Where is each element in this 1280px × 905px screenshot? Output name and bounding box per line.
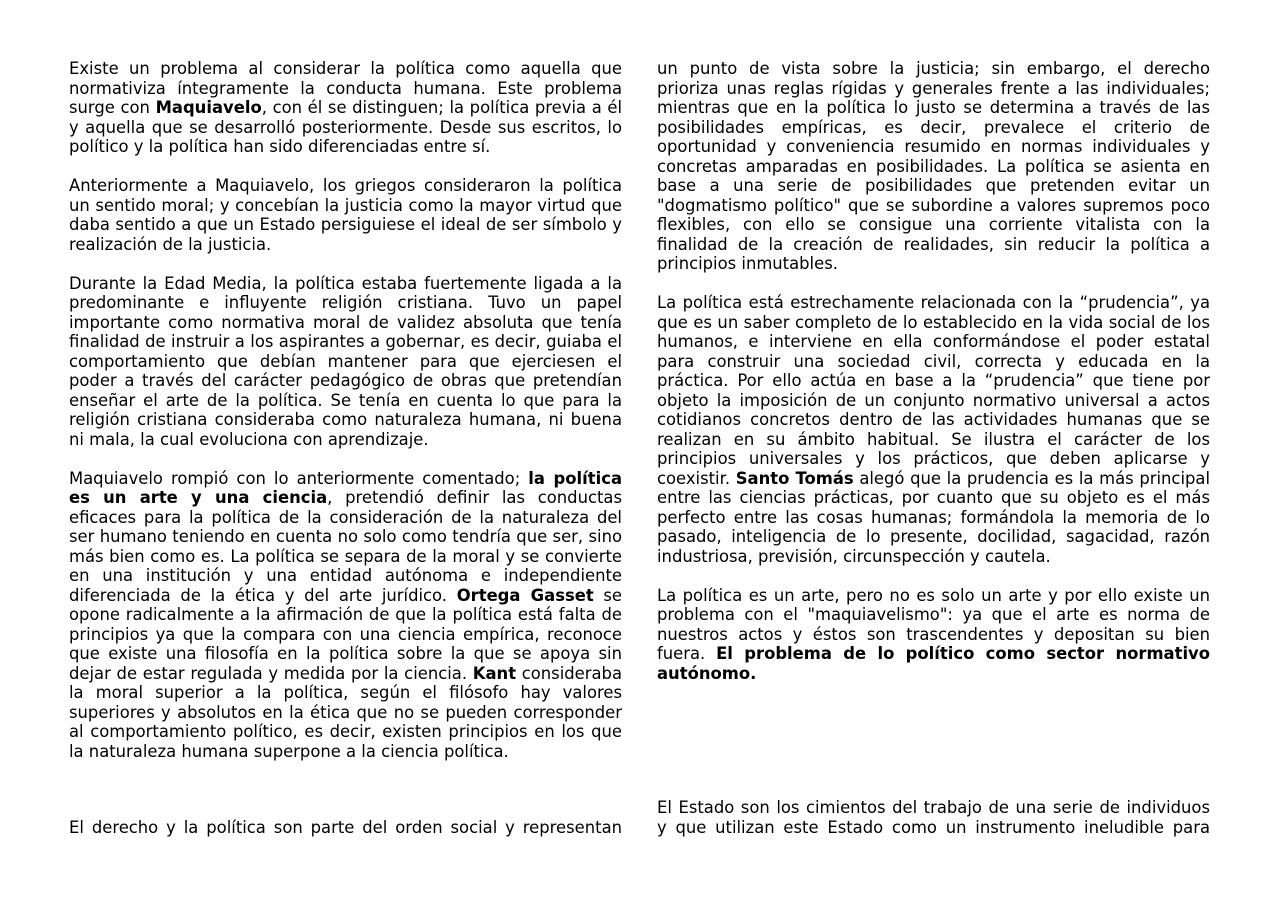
right-column-bottom-lines (657, 798, 1210, 837)
bold-term-santo-tomas: Santo Tomás (735, 468, 854, 488)
text-span: La política es un arte, pero no es solo un arte y por ello existe un problema con el "maquiavelismo": ya que el arte es norma de nuestros actos y éstos son trascendentes y depositan su bien fuera. (657, 585, 1210, 663)
right-column (657, 59, 1210, 703)
paragraph-maquiavelismo (657, 586, 1210, 684)
text-span: La política está estrechamente relacionada con la “prudencia”, ya que es un saber completo de lo establecido en la vida social de los humanos, e interviene en ella conformándose el poder estatal para construir una sociedad civil, correcta y educada en la práctica. Por ello actúa en base a la “prudencia” que tiene por objeto la imposición de un conjunto normativo universal a actos cotidianos concretos dentro de las actividades humanas que se realizan en su ámbito habitual. Se ilustra el carácter de los principios universales y los prácticos, que deben aplicarse y coexistir. (657, 293, 1210, 488)
text-span: Maquiavelo rompió con lo anteriormente comentado; (69, 468, 529, 488)
left-column (69, 59, 622, 781)
paragraph-greeks: Anteriormente a Maquiavelo, los griegos consideraron la política un sentido moral; y concebían la justicia como la mayor virtud que daba sentido a que un Estado persiguiese el ideal de ser símbolo y realización de la justicia. (69, 176, 622, 254)
text-span: Existe un problema al considerar la política como aquella que normativiza íntegramente la conducta humana. Este problema surge con (69, 59, 622, 117)
bold-term-maquiavelo: Maquiavelo (155, 98, 262, 117)
left-column-bottom-line (69, 818, 622, 838)
bold-term-ortega-gasset: Ortega Gasset (456, 585, 594, 605)
bold-heading-normative-sector: El problema de lo político como sector normativo autónomo. (657, 644, 1211, 683)
paragraph-prudencia (657, 293, 1210, 566)
paragraph-maquiavelo-problem (69, 59, 622, 157)
paragraph-art-and-science (69, 469, 622, 762)
text-span: consideraba la moral superior a la política, según el filósofo hay valores superiores y absolutos en la ética que no se pueden corresponder al comportamiento político, es decir, existen principios en los que la naturaleza humana superpone a la ciencia política. (69, 663, 622, 761)
text-span: , con él se distinguen; la política previa a él y aquella que se desarrolló posteriormente. Desde sus escritos, lo político y la política han sido diferenciadas entre sí. (69, 98, 623, 156)
paragraph-estado-start: El Estado son los cimientos del trabajo de una serie de individuos y que utilizan este Estado como un instrumento ineludible para (657, 798, 1210, 837)
text-span: alegó que la prudencia es la más principal entre las ciencias prácticas, por cuanto que su objeto es el más perfecto entre las cosas humanas; formándola la memoria de lo pasado, inteligencia de lo presente, docilidad, sagacidad, razón industriosa, previsión, circunspección y cautela. (657, 468, 1210, 566)
bold-term-kant: Kant (472, 663, 517, 683)
text-span: , pretendió definir las conductas eficaces para la política de la consideración de la naturaleza del ser humano teniendo en cuenta no solo como tendría que ser, sino más bien como es. La política se separa de la moral y se convierte en una institución y una entidad autónoma e independiente diferenciada de la ética y del arte jurídico. (69, 488, 622, 605)
paragraph-justice-continuation: un punto de vista sobre la justicia; sin embargo, el derecho prioriza unas reglas rígidas y generales frente a las individuales; mientras que en la política lo justo se determina a través de las posibilidades empíricas, es decir, prevalece el criterio de oportunidad y conveniencia resumido en normas individuales y concretas amparadas en posibilidades. La política se asienta en base a una serie de posibilidades que pretenden evitar un "dogmatismo político" que se subordine a valores supremos poco flexibles, con ello se consigue una corriente vitalista con la finalidad de la creación de realidades, sin reducir la política a principios inmutables. (657, 59, 1210, 273)
bold-term-art-science: la política es un arte y una ciencia (69, 468, 622, 507)
paragraph-derecho-start: El derecho y la política son parte del orden social y representan (69, 818, 622, 837)
paragraph-middle-ages: Durante la Edad Media, la política estaba fuertemente ligada a la predominante e influyente religión cristiana. Tuvo un papel importante como normativa moral de validez absoluta que tenía finalidad de instruir a los aspirantes a gobernar, es decir, guiaba el comportamiento que debían mantener para que ejerciesen el poder a través del carácter pedagógico de obras que pretendían enseñar el arte de la política. Se tenía en cuenta lo que para la religión cristiana consideraba como naturaleza humana, ni buena ni mala, la cual evoluciona con aprendizaje. (69, 273, 622, 449)
text-span: se opone radicalmente a la afirmación de que la política está falta de principios ya que la compara con una ciencia empírica, reconoce que existe una filosofía en la política sobre la que se apoya sin dejar de estar regulada y medida por la ciencia. (69, 585, 622, 683)
